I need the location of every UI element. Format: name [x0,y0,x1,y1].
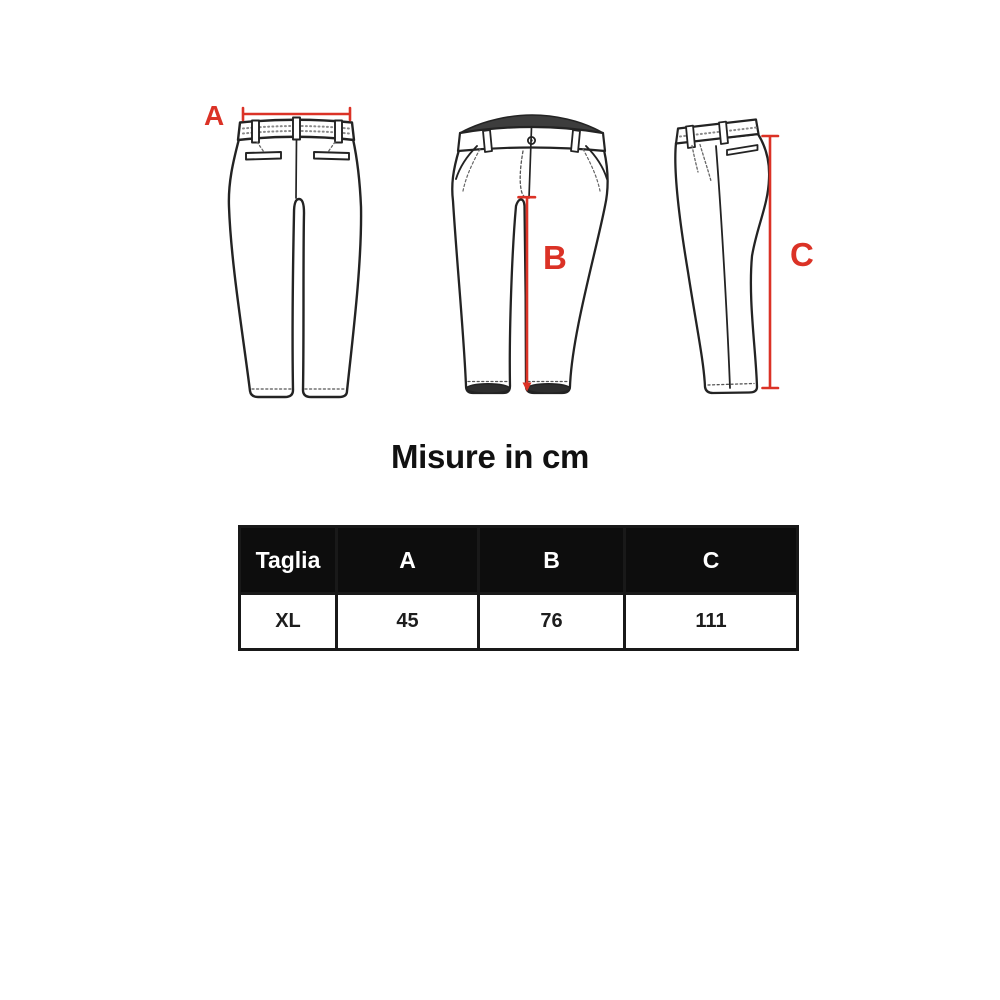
size-cell-a: 45 [337,594,479,650]
size-cell-taglia: XL [240,594,337,650]
front-right-hem-opening [527,384,570,394]
front-left-hem-opening [467,384,510,394]
back-center-seam [296,139,297,198]
size-table-header-taglia: Taglia [240,527,337,594]
size-cell-b: 76 [479,594,625,650]
pants-side-view-figure [675,120,778,394]
size-table-header-c: C [625,527,798,594]
measure-label-b: B [543,239,567,276]
size-table-header-a: A [337,527,479,594]
pants-front-view-figure [452,115,607,393]
side-body-outline [675,134,769,393]
size-cell-c: 111 [625,594,798,650]
size-table-row-xl [240,594,798,650]
size-table [238,525,799,651]
measure-label-c: C [790,236,814,273]
size-table-header-row [240,527,798,594]
back-body-outline [229,136,361,397]
pants-back-view-figure [229,108,361,397]
measure-label-a: A [204,100,225,131]
page-title: Misure in cm [390,438,590,475]
size-table-header-b: B [479,527,625,594]
